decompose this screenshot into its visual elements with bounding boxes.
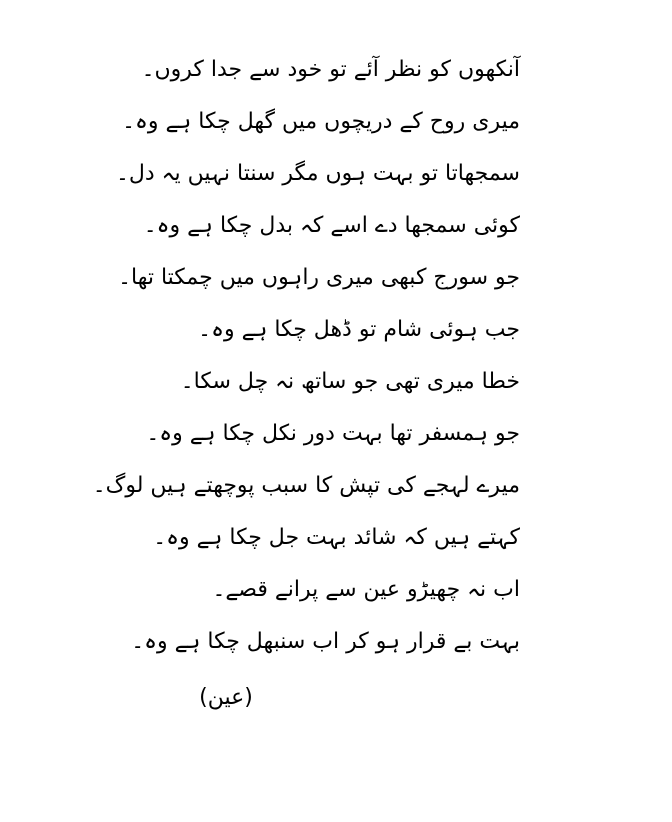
poem-line: جو سورج کبھی میری راہوں میں چمکتا تھا۔ [118,265,520,290]
poem [92,44,520,668]
poem-line: آنکھوں کو نظر آئے تو خود سے جدا کروں۔ [141,57,520,82]
poem-line: سمجھاتا تو بہت ہوں مگر سنتا نہیں یہ دل۔ [115,161,520,186]
poem-line: کہتے ہیں کہ شائد بہت جل چکا ہے وہ۔ [153,525,520,550]
poem-line: جو ہمسفر تھا بہت دور نکل چکا ہے وہ۔ [146,421,520,446]
poem-line: خطا میری تھی جو ساتھ نہ چل سکا۔ [180,369,520,394]
poem-line: جب ہوئی شام تو ڈھل چکا ہے وہ۔ [198,317,520,342]
poet-signature: (عین) [199,685,253,710]
poem-line: بہت بے قرار ہو کر اب سنبھل چکا ہے وہ۔ [131,629,520,654]
poem-line: اب نہ چھیڑو عین سے پرانے قصے۔ [212,577,520,602]
poem-line: کوئی سمجھا دے اسے کہ بدل چکا ہے وہ۔ [143,213,520,238]
poem-line: میرے لہجے کی تپش کا سبب پوچھتے ہیں لوگ۔ [92,473,520,498]
poem-line: میری روح کے دریچوں میں گھل چکا ہے وہ۔ [122,109,520,134]
